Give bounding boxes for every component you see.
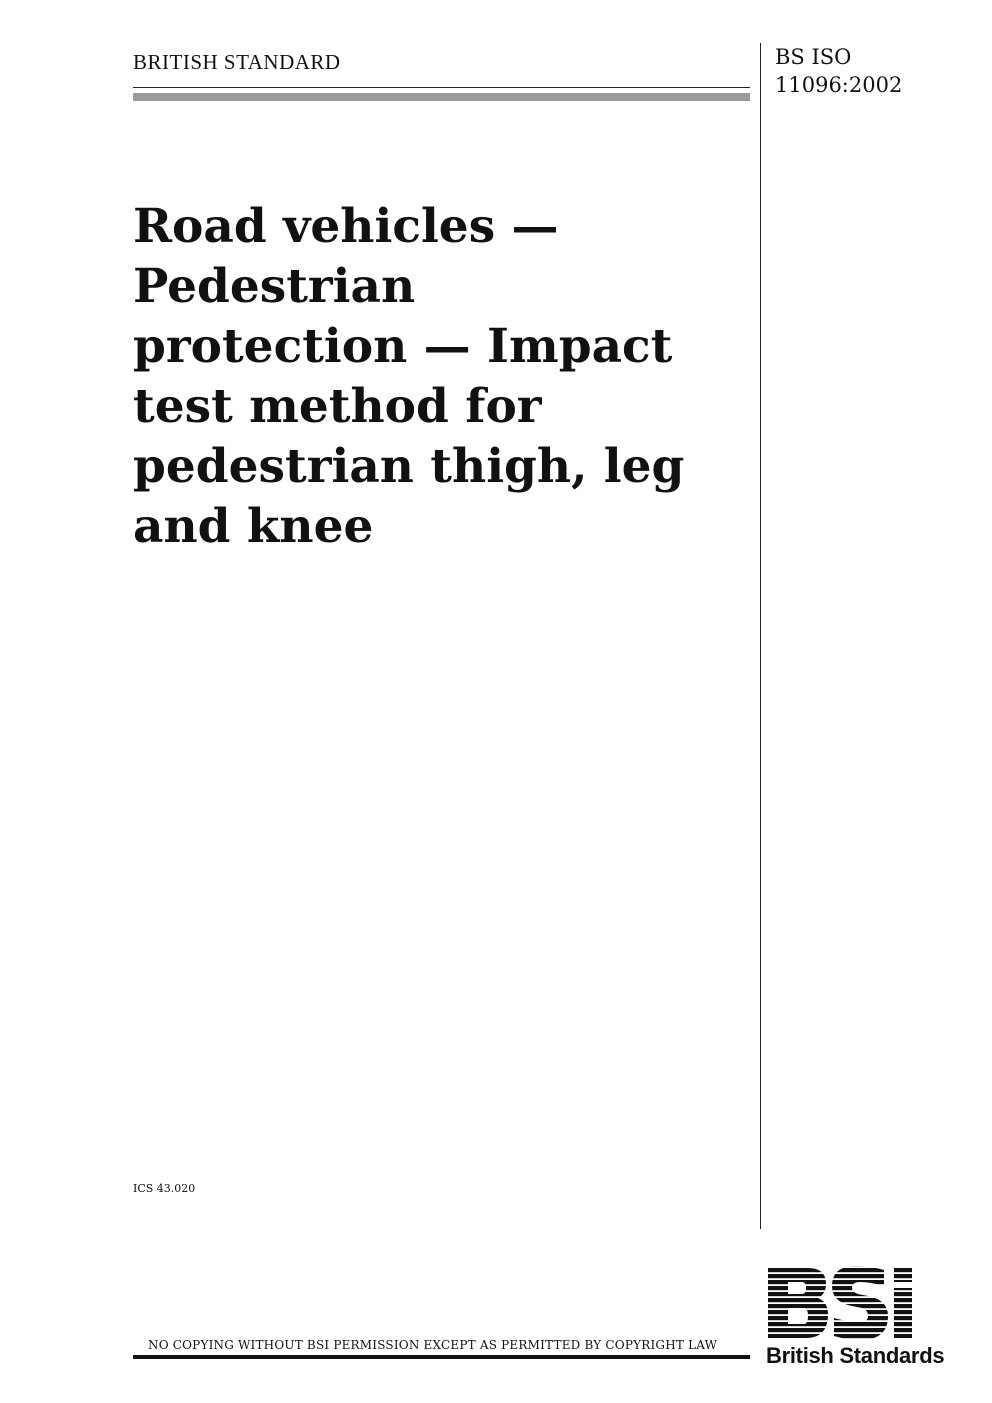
header-label: BRITISH STANDARD <box>133 50 341 74</box>
footer-rule <box>133 1355 750 1359</box>
title-line: Pedestrian <box>133 259 416 314</box>
ics-code: ICS 43.020 <box>133 1182 196 1195</box>
title-line: test method for <box>133 379 542 434</box>
title-line: pedestrian thigh, leg <box>133 439 685 494</box>
document-number-line1: BS ISO <box>775 45 852 69</box>
header-thick-rule <box>133 93 750 101</box>
bsi-logo-icon <box>766 1262 944 1344</box>
header-thin-rule <box>133 87 750 88</box>
title-line: protection — Impact <box>133 319 673 374</box>
vertical-divider <box>760 43 761 1229</box>
document-title <box>133 197 733 557</box>
document-number-line2: 11096:2002 <box>775 73 903 97</box>
document-number <box>775 43 902 99</box>
title-line: Road vehicles — <box>133 199 559 254</box>
copyright-notice: NO COPYING WITHOUT BSI PERMISSION EXCEPT AS PERMITTED BY COPYRIGHT LAW <box>148 1338 718 1352</box>
title-line: and knee <box>133 499 374 554</box>
brand-name: British Standards <box>766 1343 945 1368</box>
